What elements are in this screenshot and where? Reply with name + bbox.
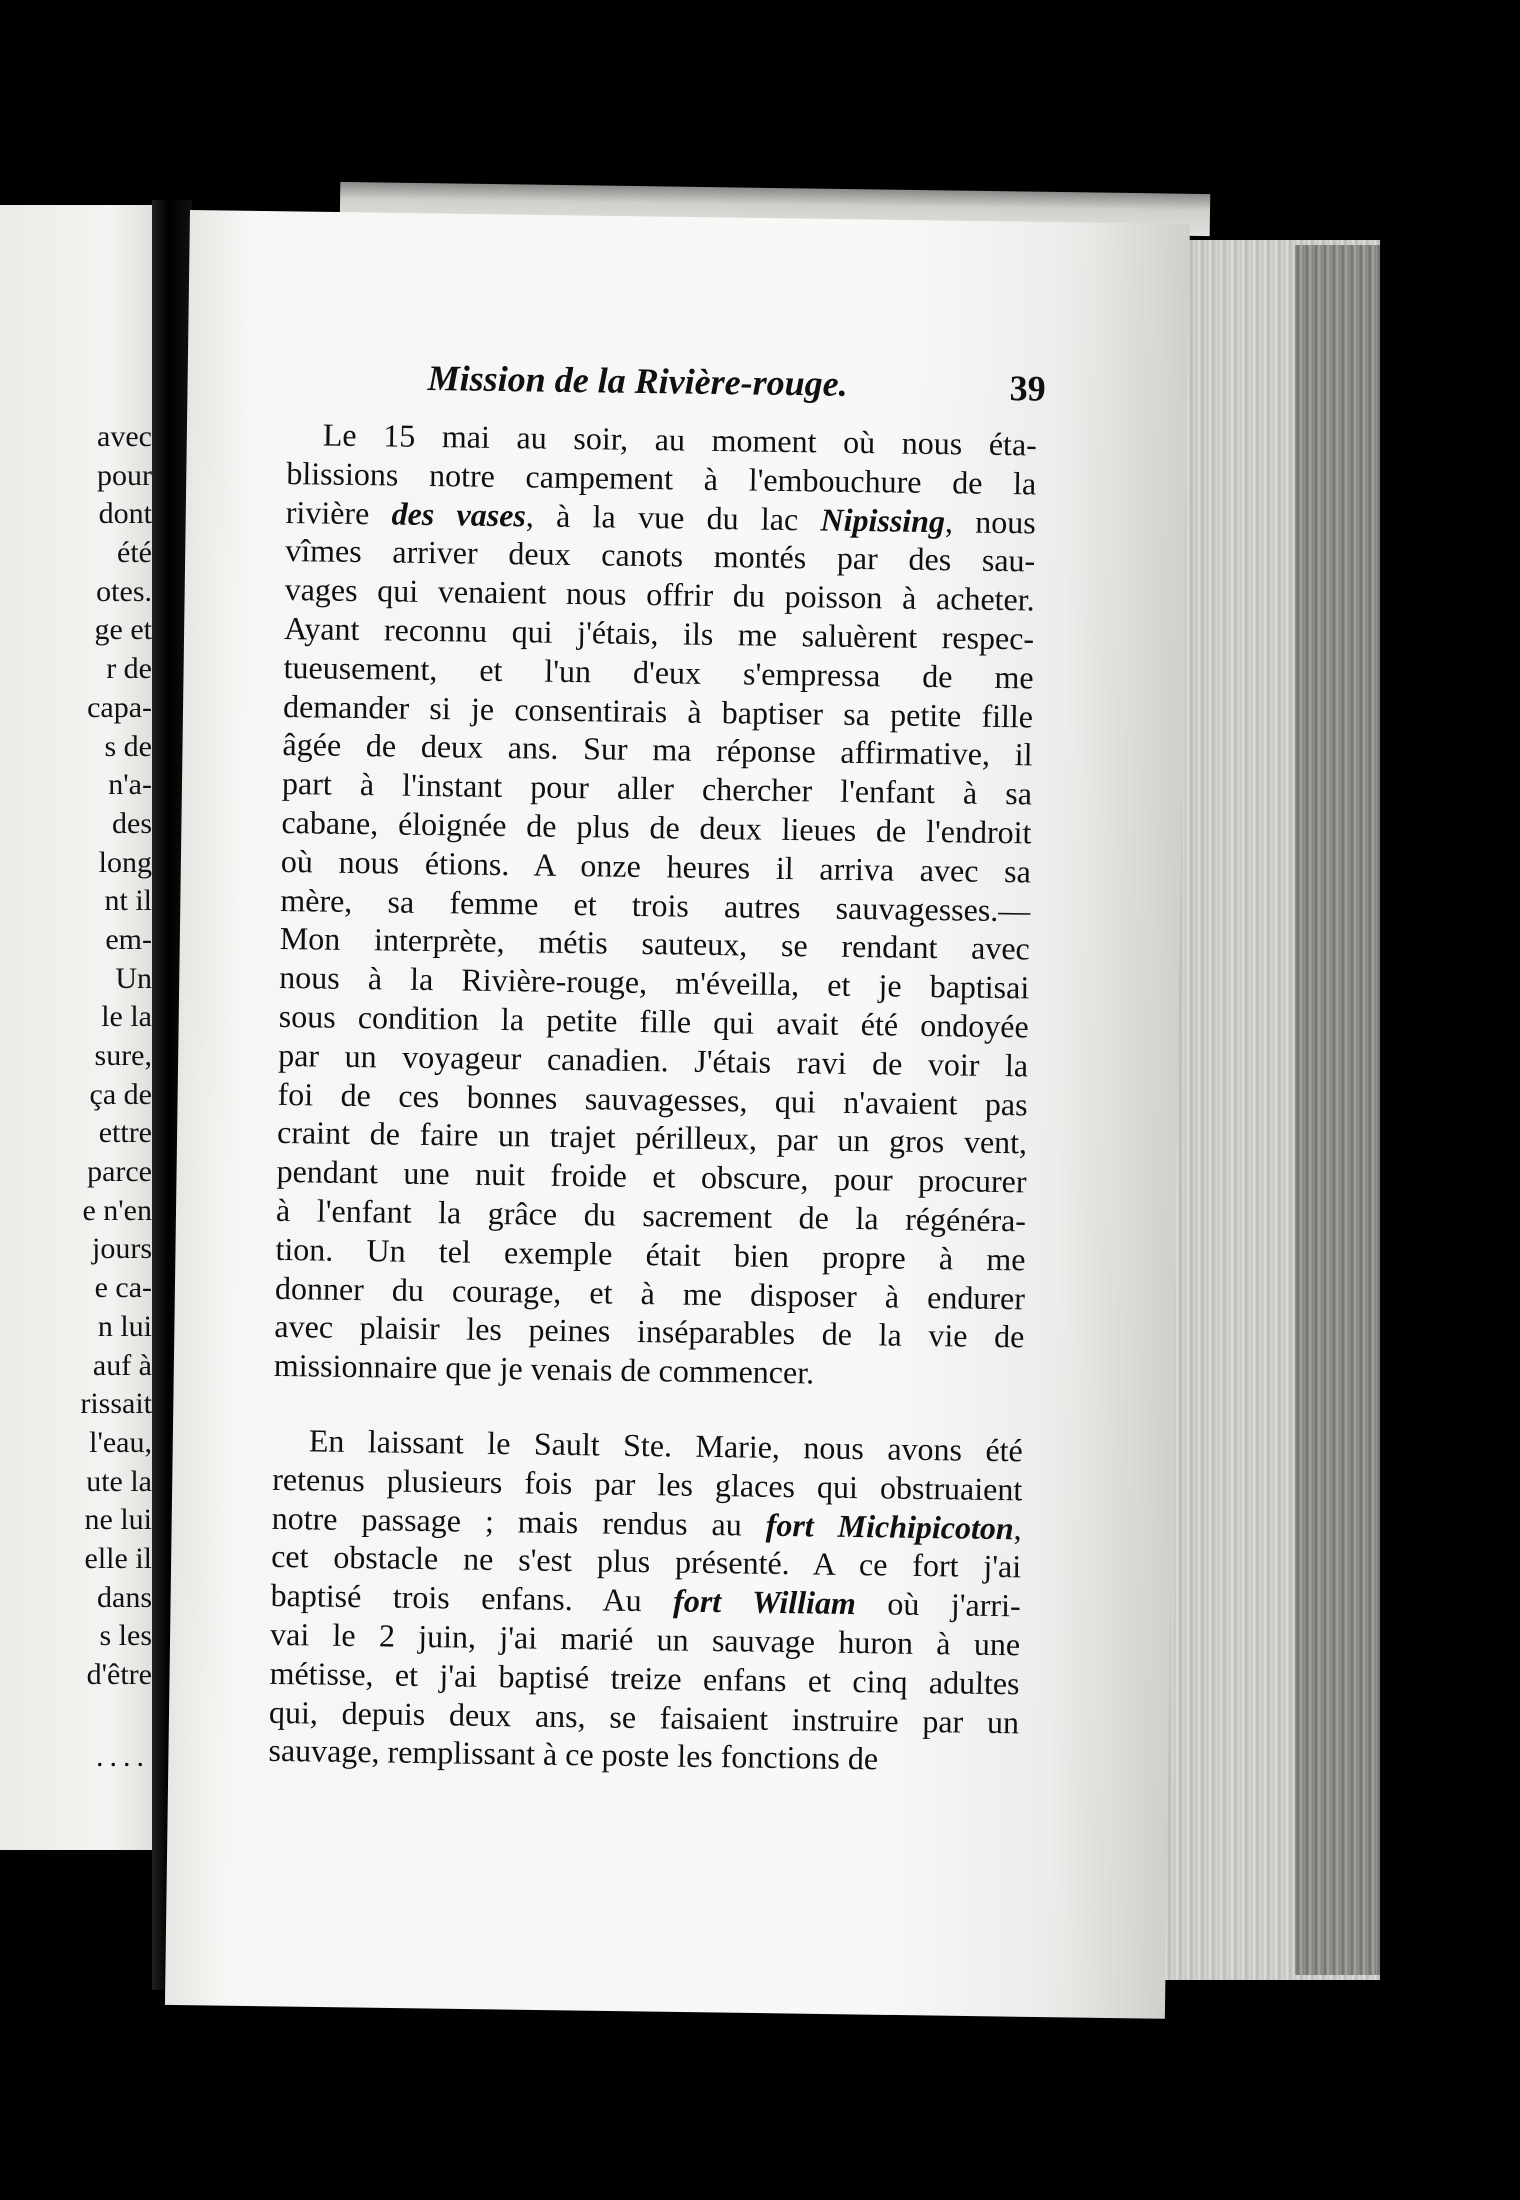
text-run: En laissant le Sault Ste. Marie, nous avons été (308, 1422, 1024, 1469)
text-run: , (1013, 1509, 1022, 1546)
text-run: foi de ces bonnes sauvagesses, qui n'avaient pas (277, 1075, 1028, 1122)
text-run: avec plaisir les peines inséparables de la vie de (274, 1308, 1025, 1355)
left-page-line: d'être (86, 1658, 152, 1691)
left-page-ellipsis: .... (96, 1740, 150, 1773)
text-run: blissions notre campement à l'embouchure de la (286, 454, 1037, 502)
text-run: missionnaire que je venais de commencer. (273, 1347, 815, 1391)
left-page-line: été (117, 536, 152, 570)
left-page-line: elle il (84, 1541, 152, 1575)
left-page-line: ne lui (84, 1503, 152, 1537)
left-page-line: nt il (104, 884, 152, 918)
text-run: à l'enfant la grâce du sacrement de la régénéra- (275, 1191, 1027, 1239)
text-run: âgée de deux ans. Sur ma réponse affirmative, il (282, 726, 1033, 773)
paragraph-2 (268, 1421, 1023, 1781)
text-run: tueusement, et l'un d'eux s'empressa de me (283, 648, 1034, 696)
left-page-line: ça de (89, 1077, 152, 1111)
left-page-line: n lui (97, 1309, 152, 1343)
left-page-line: parce (87, 1155, 152, 1189)
italic-term: Nipissing (820, 501, 946, 539)
text-run: nous à la Rivière-rouge, m'éveilla, et je baptisai (279, 959, 1030, 1006)
text-run: sous condition la petite fille qui avait été ondoyée (278, 997, 1029, 1045)
text-run: métisse, et j'ai baptisé treize enfans et cinq adultes (269, 1654, 1020, 1702)
left-page-line: avec (97, 420, 152, 453)
left-page-line: ettre (98, 1116, 152, 1150)
page-number: 39 (1009, 368, 1046, 409)
text-run: qui, depuis deux ans, se faisaient instruire par un (268, 1693, 1020, 1740)
left-page-text (0, 418, 152, 1695)
text-run: craint de faire un trajet périlleux, par un gros vent, (276, 1114, 1028, 1161)
text-run: tion. Un tel exemple était bien propre à me (275, 1230, 1026, 1278)
left-page-line: des (112, 806, 152, 840)
left-page-line: l'eau, (89, 1425, 152, 1459)
right-page-content (268, 355, 1046, 1780)
italic-term: fort Michipicoton (765, 1506, 1014, 1546)
left-page-line: capa- (87, 690, 152, 724)
left-page-line: dans (97, 1580, 152, 1614)
text-run: retenus plusieurs fois par les glaces qui obstruaient (272, 1460, 1023, 1508)
left-page-line: jours (92, 1232, 152, 1266)
text-run: rivière (285, 493, 392, 532)
left-page-line: ge et (94, 613, 152, 647)
text-run: où nous étions. A onze heures il arriva avec sa (280, 842, 1032, 890)
text-run: donner du courage, et à me disposer à endurer (274, 1269, 1026, 1316)
running-head (287, 355, 1046, 425)
italic-term: fort William (672, 1582, 857, 1622)
text-run: , à la vue du lac (525, 496, 821, 538)
text-run: Le 15 mai au soir, au moment où nous éta- (322, 416, 1038, 463)
left-page-line: le la (101, 1000, 152, 1034)
left-page-line: auf à (92, 1348, 152, 1382)
text-run: vai le 2 juin, j'ai marié un sauvage huron à une (269, 1615, 1021, 1663)
left-page-line: e n'en (82, 1193, 152, 1227)
left-page-line: n'a- (108, 768, 152, 802)
left-page-line: ute la (86, 1464, 152, 1498)
text-run: pendant une nuit froide et obscure, pour procurer (276, 1153, 1027, 1200)
text-run: demander si je consentirais à baptiser sa petite fille (282, 687, 1034, 735)
left-page-line: s les (99, 1619, 152, 1653)
left-page-line: s de (104, 729, 152, 763)
left-page-line: sure, (94, 1039, 152, 1072)
left-page-line: em- (105, 922, 152, 956)
text-run: , nous (944, 502, 1037, 541)
text-run: notre passage ; mais rendus au (271, 1499, 766, 1543)
left-page-line: pour (97, 458, 152, 492)
left-page-line: dont (98, 497, 152, 531)
text-run: vages qui venaient nous offrir du poisson à acheter. (284, 571, 1035, 618)
text-run: vîmes arriver deux canots montés par des sau- (285, 532, 1036, 579)
italic-term: des vases (391, 495, 527, 533)
text-run: baptisé trois enfans. Au (270, 1576, 674, 1619)
left-page-line: otes. (96, 574, 152, 608)
text-run: sauvage, remplissant à ce poste les fonctions de (268, 1732, 879, 1777)
running-head-title: Mission de la Rivière-rouge. (427, 357, 848, 404)
text-run: cabane, éloignée de plus de deux lieues de l'endroit (281, 803, 1032, 851)
text-run: cet obstacle ne s'est plus présenté. A ce fort j'ai (270, 1538, 1022, 1585)
paragraph-1 (274, 415, 1037, 1395)
left-page-line: Un (115, 961, 152, 995)
text-run: où j'arri- (855, 1585, 1021, 1624)
left-page-line: long (98, 845, 152, 879)
left-page-line: e ca- (94, 1271, 152, 1305)
left-page-line: rissait (80, 1387, 152, 1421)
text-run: Mon interprète, métis sauteux, se rendant avec (279, 920, 1031, 967)
page-fore-edge-shadow (1295, 245, 1380, 1975)
text-run: Ayant reconnu qui j'étais, ils me saluèrent respec- (283, 609, 1035, 657)
text-run: par un voyageur canadien. J'étais ravi de voir la (277, 1036, 1029, 1084)
text-run: mère, sa femme et trois autres sauvagesses.— (280, 881, 1031, 928)
left-page-line: r de (106, 652, 152, 686)
text-run: part à l'instant pour aller chercher l'enfant à sa (281, 765, 1033, 812)
